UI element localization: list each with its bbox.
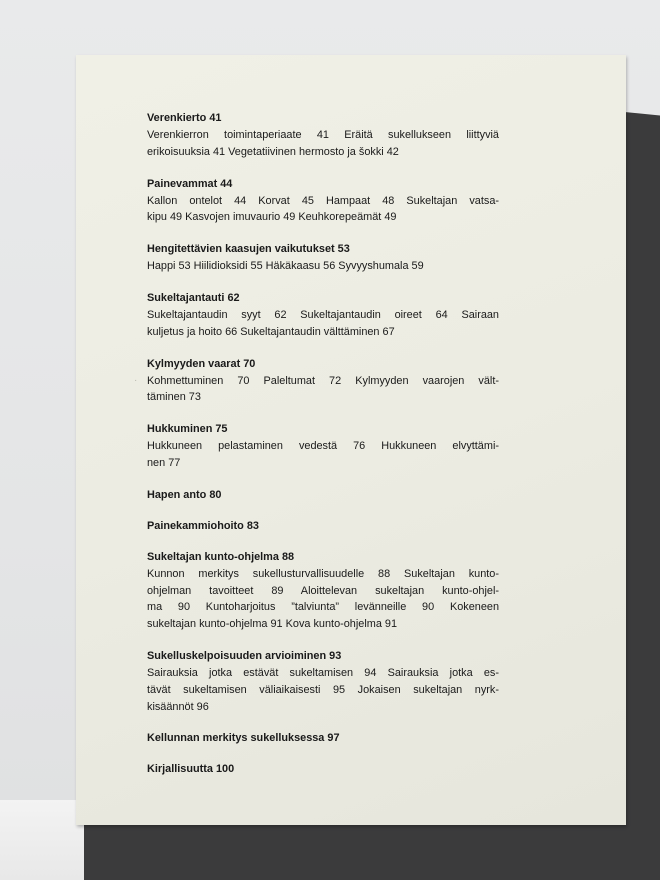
toc-entry-kaasujen-vaikutukset [147, 241, 499, 275]
toc-heading: Sukeltajan kunto-ohjelma 88 [147, 550, 295, 563]
toc-entry-hukkuminen [147, 421, 499, 472]
toc-entry-kellunnan-merkitys [147, 730, 499, 747]
toc-entry-sukeltajantauti [147, 290, 499, 341]
toc-entry-kirjallisuutta [147, 761, 499, 778]
toc-line: Sairauksia jotka estävät sukeltamisen 94 Sairauksia jotka es- [147, 666, 499, 679]
toc-line: erikoisuuksia 41 Vegetatiivinen hermosto ja šokki 42 [147, 145, 399, 158]
toc-heading: Kellunnan merkitys sukelluksessa 97 [147, 732, 340, 745]
toc-heading: Painekammiohoito 83 [147, 519, 259, 532]
toc-line: tävät sukeltamisen väliaikaisesti 95 Jokaisen sukeltajan nyrk- [147, 683, 499, 696]
toc-entry-kunto-ohjelma [147, 549, 499, 633]
toc-line: kipu 49 Kasvojen imuvaurio 49 Keuhkorepeämät 49 [147, 211, 397, 224]
toc-line: täminen 73 [147, 391, 201, 404]
toc-line: Kallon ontelot 44 Korvat 45 Hampaat 48 Sukeltajan vatsa- [147, 194, 499, 207]
toc-heading: Sukeltajantauti 62 [147, 291, 240, 304]
toc-entry-sukelluskelpoisuus [147, 648, 499, 715]
toc-heading: Hukkuminen 75 [147, 423, 228, 436]
toc-entry-verenkierto [147, 110, 499, 161]
toc-line: Hukkuneen pelastaminen vedestä 76 Hukkuneen elvyttämi- [147, 440, 499, 453]
toc-line: Kunnon merkitys sukellusturvallisuudelle 88 Sukeltajan kunto- [147, 567, 499, 580]
toc-line: kuljetus ja hoito 66 Sukeltajantaudin välttäminen 67 [147, 325, 395, 338]
toc-heading: Kirjallisuutta 100 [147, 763, 235, 776]
toc-heading: Verenkierto 41 [147, 112, 222, 124]
toc-heading: Sukelluskelpoisuuden arvioiminen 93 [147, 649, 342, 662]
toc-line: Verenkierron toimintaperiaate 41 Eräitä sukellukseen liittyviä [147, 129, 499, 141]
toc-entry-hapen-anto [147, 487, 499, 504]
toc-line: Happi 53 Hiilidioksidi 55 Häkäkaasu 56 Syvyyshumala 59 [147, 260, 424, 273]
toc-entry-kylmyyden-vaarat [147, 356, 499, 407]
toc-line: kisäännöt 96 [147, 700, 209, 713]
toc-heading: Hapen anto 80 [147, 488, 222, 501]
paper-speck: · [134, 375, 138, 386]
toc-line: sukeltajan kunto-ohjelma 91 Kova kunto-ohjelma 91 [147, 618, 398, 631]
toc-entry-painevammat [147, 176, 499, 227]
toc-heading: Kylmyyden vaarat 70 [147, 357, 256, 370]
toc-heading: Hengitettävien kaasujen vaikutukset 53 [147, 243, 350, 256]
table-of-contents [147, 110, 499, 792]
toc-line: ma 90 Kuntoharjoitus ”talviunta” levänneille 90 Kokeneen [147, 601, 499, 614]
toc-line: nen 77 [147, 456, 181, 469]
toc-heading: Painevammat 44 [147, 177, 233, 190]
toc-line: ohjelman tavoitteet 89 Aloittelevan sukeltajan kunto-ohjel- [147, 584, 499, 597]
toc-entry-painekammiohoito [147, 518, 499, 535]
toc-line: Sukeltajantaudin syyt 62 Sukeltajantaudin oireet 64 Sairaan [147, 308, 499, 321]
toc-line: Kohmettuminen 70 Paleltumat 72 Kylmyyden vaarojen vält- [147, 374, 499, 387]
